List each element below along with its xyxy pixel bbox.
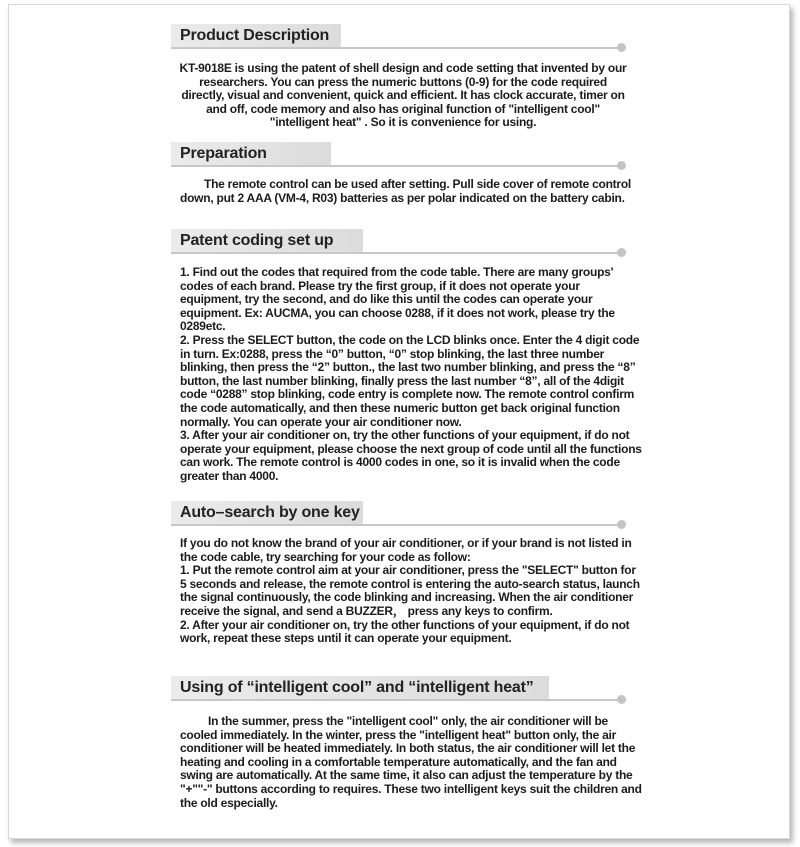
section-body-preparation [180, 178, 642, 205]
section-title: Using of “intelligent cool” and “intelligent heat” [180, 679, 534, 696]
divider-dot-icon [617, 695, 626, 704]
section-title: Preparation [180, 145, 267, 162]
paragraph: 3. After your air conditioner on, try the other functions of your equipment, if do not operate your equipment, please choose the next group of code until all the functions can work. The remote control is 4000 codes in one, so it is invalid when the code greater than 4000. [180, 428, 642, 483]
section-header-product-description [171, 24, 341, 48]
section-body-intelligent-keys [180, 715, 642, 810]
divider-dot-icon [617, 43, 626, 52]
paragraph: 1. Find out the codes that required from the code table. There are many groups' codes of each brand. Please try the first group, if it does not operate your equipment, try the second, and do like this until the codes can operate your equipment. Ex: AUCMA, you can choose 0288, if it does not work, please try the 0289etc. [180, 265, 615, 334]
paragraph: In the summer, press the "intelligent cool" only, the air conditioner will be cooled immediately. In the winter, press the "intelligent heat" button only, the air conditioner will be heated immediately. In both status, the air conditioner will let the heating and cooling in a comfortable temperature automatically, and the fan and swing are automatically. At the same time, it also can adjust the temperature by the "+""-" buttons according to requires. These two intelligent keys suit the children and the old especially. [180, 714, 642, 810]
section-title: Auto–search by one key [180, 504, 360, 521]
section-divider [171, 699, 621, 701]
section-header-intelligent-keys [171, 676, 549, 700]
section-divider [171, 165, 621, 167]
section-header-auto-search [171, 501, 363, 525]
paragraph: 2. After your air conditioner on, try the other functions of your equipment, if do not work, repeat these steps until it can operate your equipment. [180, 617, 630, 646]
paragraph: 2. Press the SELECT button, the code on the LCD blinks once. Enter the 4 digit code in turn. Ex:0288, press the “0” button, “0” stop blinking, the last three number blinking, then press the “2” button., the last two number blinking, and press the “8” button, the last number blinking, finally press the last number “8”, all of the 4digit code “0288” stop blinking, code entry is complete now. The remote control confirm the code automatically, and then these numeric button get back original function normally. You can operate your air conditioner now. [180, 332, 640, 429]
divider-dot-icon [617, 520, 626, 529]
section-title: Product Description [180, 27, 330, 44]
section-header-patent-coding [171, 229, 363, 253]
paragraph: KT-9018E is using the patent of shell design and code setting that invented by our researchers. You can press the numeric buttons (0-9) for the code required directly, visual and convenient, quick and efficient. It has clock accurate, timer on and off, code memory and also has original function of "intelligent cool" "intelligent heat" . So it is convenience for using. [179, 61, 627, 130]
section-divider [171, 252, 621, 254]
paragraph: The remote control can be used after setting. Pull side cover of remote control down, put 2 AAA (VM-4, R03) batteries as per polar indicated on the battery cabin. [180, 177, 632, 205]
divider-dot-icon [617, 161, 626, 170]
section-header-preparation [171, 142, 331, 166]
section-body-auto-search [180, 537, 642, 646]
section-title: Patent coding set up [180, 232, 334, 249]
section-divider [171, 524, 621, 526]
section-body-product-description [178, 62, 628, 130]
divider-dot-icon [617, 248, 626, 257]
paragraph: 1. Put the remote control aim at your air conditioner, press the "SELECT" button for 5 seconds and release, the remote control is entering the auto-search status, launch the signal continuously, the code blinking and increasing. When the air conditioner receive the signal, and send a BUZZER， press any keys to confirm. [180, 563, 640, 618]
section-body-patent-coding [180, 266, 642, 484]
paragraph: If you do not know the brand of your air conditioner, or if your brand is not listed in the code cable, try searching for your code as follow: [180, 536, 632, 564]
section-divider [171, 47, 621, 49]
